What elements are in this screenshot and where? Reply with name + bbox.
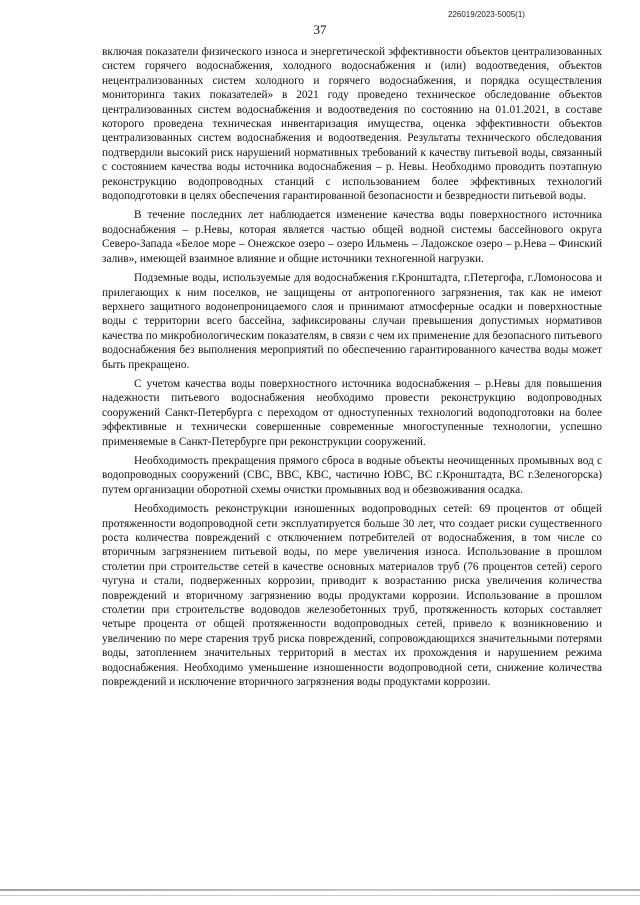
paragraph-6: Необходимость реконструкции изношенных водопроводных сетей: 69 процентов от общей протяженности водопроводной сети эксплуатируется больше 30 лет, что создает риски существенного роста количества повреждений с отключением потребителей от водоснабжения, в том числе со вторичным загрязнением питьевой воды, по мере увеличения износа. Использование в прошлом столетии при строительстве сетей в качестве основных материалов труб (76 процентов сетей) серого чугуна и стали, подверженных коррозии, приводит к возрастанию риска увеличения количества повреждений и вторичному загрязнению воды продуктами коррозии. Использование в прошлом столетии при строительстве водоводов железобетонных труб, протяженность которых составляет четыре процента от общей протяженности водопроводных сетей, привело к возникновению и увеличению по мере старения труб риска повреждений, сопровождающихся значительными потерями воды, затоплением значительных территорий в местах их прохождения и нарушением режима водоснабжения. Необходимо уменьшение изношенности водопроводной сети, снижение количества повреждений и исключение вторичного загрязнения воды продуктами коррозии. [102,503,602,689]
paragraph-3: Подземные воды, используемые для водоснабжения г.Кронштадта, г.Петергофа, г.Ломоносова и прилегающих к ним поселков, не защищены от антропогенного загрязнения, так как не имеют верхнего защитного водонепроницаемого слоя и принимают атмосферные осадки и поверхностные воды с территории всего бассейна, зафиксированы случаи превышения допустимых нормативов качества по микробиологическим показателям, в связи с чем их применение для безопасного питьевого водоснабжения без выполнения мероприятий по обеспечению гарантированного качества воды может быть прекращено. [102,272,602,371]
scan-edge-line [0,889,640,891]
page-body [102,45,602,694]
paragraph-1: включая показатели физического износа и энергетической эффективности объектов централизованных систем горячего водоснабжения, холодного водоснабжения и (или) водоотведения, объектов нецентрализованных систем холодного и горячего водоснабжения, и порядка осуществления мониторинга таких показателей» в 2021 году проведено техническое обследование объектов централизованных систем водоснабжения и водоотведения по состоянию на 01.01.2021, в составе которого проведена техническая инвентаризация имущества, оценка эффективности объектов централизованных систем водоснабжения и водоотведения. Результаты технического обследования подтвердили высокий риск нарушений нормативных требований к качеству питьевой воды, связанный с состоянием качества воды источника водоснабжения – р. Невы. Необходимо проводить поэтапную реконструкцию водопроводных станций с использованием более эффективных технологий водоподготовки в целях обеспечения гарантированной безопасности и безвредности питьевой воды. [102,46,602,203]
paragraph-2: В течение последних лет наблюдается изменение качества воды поверхностного источника водоснабжения – р.Невы, которая является частью общей водной системы бассейнового округа Северо-Запада «Белое море – Онежское озеро – озеро Ильмень – Ладожское озеро – р.Нева – Финский залив», имеющей взаимное влияние и общие источники техногенной нагрузки. [102,209,602,265]
page-number: 37 [313,22,327,37]
paragraph-4: С учетом качества воды поверхностного источника водоснабжения – р.Невы для повышения надежности питьевого водоснабжения необходимо провести реконструкцию водопроводных сооружений Санкт-Петербурга с переходом от одноступенных технологий водоподготовки на более эффективные и технически совершенные современные многоступенные технологии, успешно применяемые в Санкт-Петербурге при реконструкции сооружений. [102,377,602,448]
paragraph-5: Необходимость прекращения прямого сброса в водные объекты неочищенных промывных вод с водопроводных сооружений (СВС, ВВС, КВС, частично ЮВС, ВС г.Кронштадта, ВС г.Зеленогорска) путем организации оборотной схемы очистки промывных вод и обезвоживания осадка. [102,454,602,496]
scan-edge-line-secondary [0,895,640,896]
document-registration-number: 226019/2023-5005(1) [448,10,525,19]
